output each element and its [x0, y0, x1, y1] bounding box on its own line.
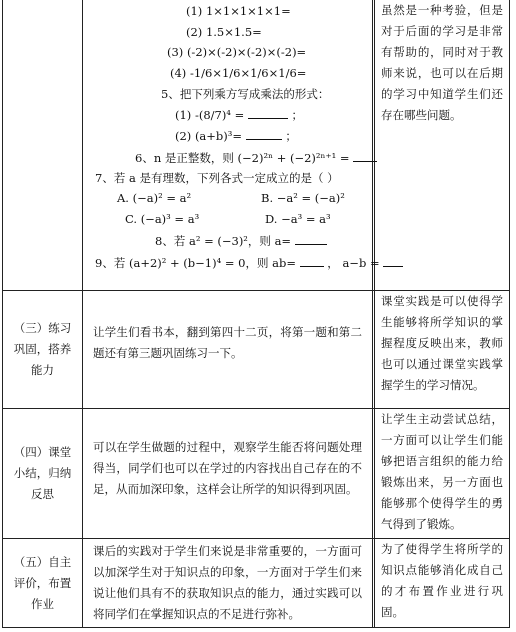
design-intent-5: 为了使得学生将所学的知识点能够消化成自己的才布置作业进行巩固。 [381, 542, 503, 619]
activity-cell-5: 课后的实践对于学生们来说是非常重要的，一方面可以加深学生对于知识点的印象，一方面对于学生们来说让他们具有不的获取知识点的能力，通过实践可以将同学们在掌握知识点的不足进行弥补。 [93, 544, 362, 621]
exercise-5-title: 5、把下列乘方写成乘法的形式： [161, 87, 330, 101]
exercise-7: 7、若 a 是有理数，下列各式一定成立的是（ ） [95, 171, 339, 185]
exercise-5-1: (1) -(8/7)⁴ = ； [175, 108, 304, 122]
exercise-1: (1) 1×1×1×1×1= [186, 4, 291, 18]
answer-blank [246, 127, 282, 140]
option-c: C. (−a)³ = a³ [125, 212, 200, 226]
lesson-plan-table [2, 0, 512, 628]
answer-blank [295, 232, 327, 245]
design-intent-3: 课堂实践是可以使得学生能够将所学知识的掌握程度反映出来，教师也可以通过课堂实践掌握学生的学习情况。 [381, 294, 503, 392]
stage-cell-5: （五）自主 评价，布置 作业 [13, 554, 72, 611]
stage-cell-3: （三）练习 巩固，搭养 能力 [13, 321, 72, 377]
answer-blank [353, 149, 377, 162]
exercise-6: 6、n 是正整数，则 (−2)²ⁿ + (−2)²ⁿ⁺¹ = [135, 148, 377, 169]
option-b: B. −a² = (−a)² [261, 191, 345, 205]
exercise-4: (4) -1/6×1/6×1/6×1/6= [170, 66, 307, 80]
activity-cell-3: 让学生们看书本，翻到第四十二页，将第一题和第二题还有第三题巩固练习一下。 [93, 324, 362, 360]
exercise-8: 8、若 a² = (−3)²，则 a= [155, 231, 327, 252]
option-a: A. (−a)² = a² [117, 191, 192, 205]
design-intent-4: 让学生主动尝试总结，一方面可以让学生们能够把语言组织的能力给锻炼出来，另一方面也能够那个使得学生的勇气得到了锻炼。 [381, 412, 503, 531]
exercise-3: (3) (-2)×(-2)×(-2)×(-2)= [167, 45, 307, 59]
activity-cell-4: 可以在学生做题的过程中，观察学生能否将问题处理得当，同学们也可以在学过的内容找出自己存在的不足，从而加深印象，这样会让所学的知识得到巩固。 [93, 440, 362, 496]
design-intent-1: 虽然是一种考验，但是对于后面的学习是非常有帮助的，同时对于教师来说，也可以在后期的学习中知道学生们还存在哪些问题。 [381, 3, 503, 122]
stage-cell-4: （四）课堂 小结，归纳 反思 [13, 445, 72, 501]
exercise-5-2: (2) (a+b)³= ； [175, 129, 297, 143]
answer-blank [248, 106, 288, 119]
exercise-block [83, 0, 380, 290]
option-d: D. −a³ = a³ [265, 212, 331, 226]
exercise-9: 9、若 (a+2)² + (b−1)⁴ = 0，则 ab= ， a−b = [95, 253, 403, 274]
answer-blank [300, 254, 324, 267]
exercise-2: (2) 1.5×1.5= [186, 25, 262, 39]
